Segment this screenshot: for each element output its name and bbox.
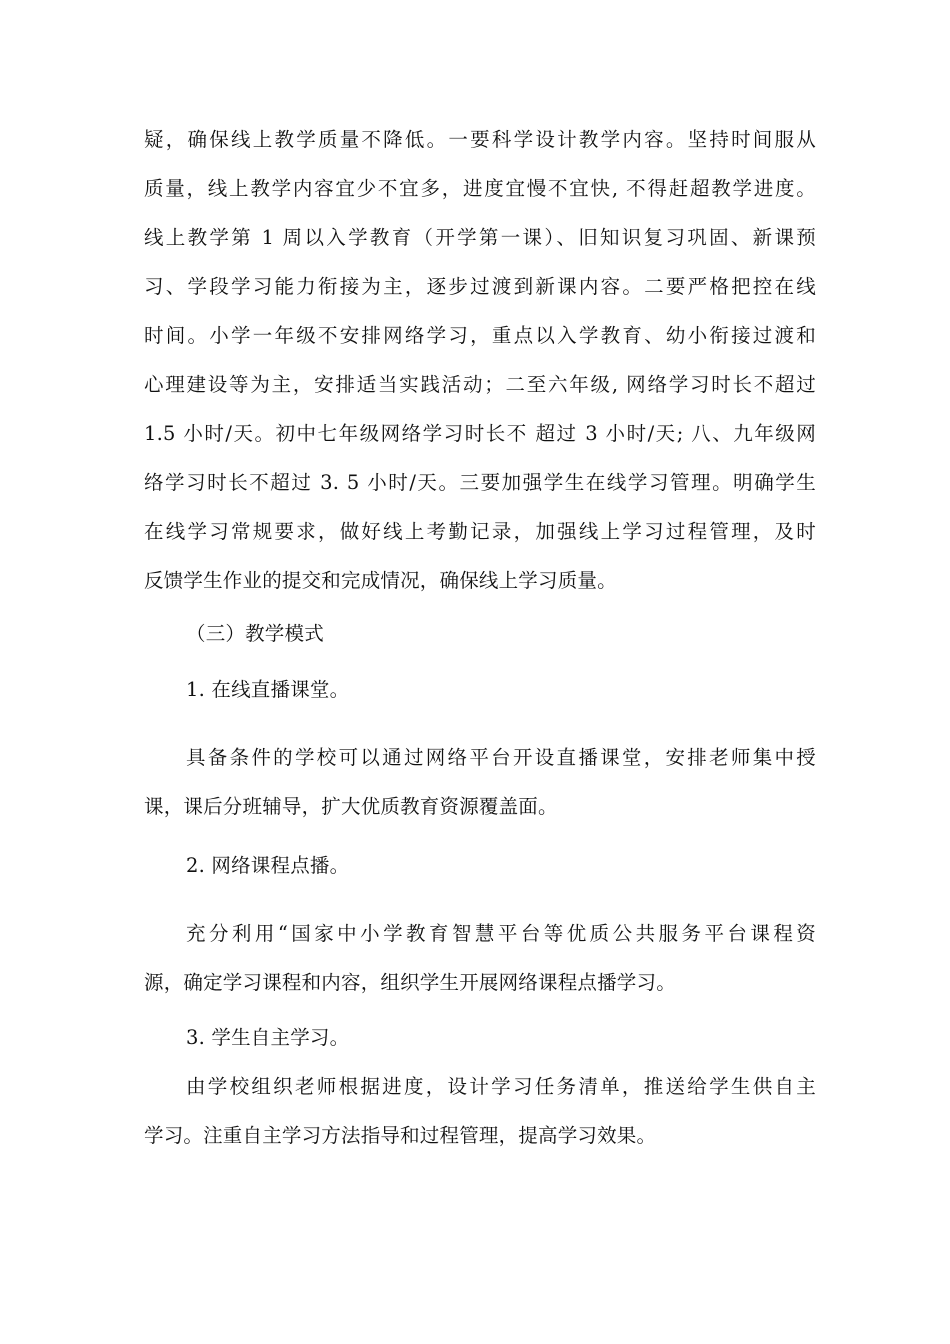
paragraph-line: 时间。小学一年级不安排网络学习，重点以入学教育、幼小衔接过渡和 bbox=[144, 324, 816, 347]
subheading-live-class: 1. 在线直播课堂。 bbox=[186, 678, 350, 701]
paragraph-line: 由学校组织老师根据进度，设计学习任务清单，推送给学生供自主 bbox=[186, 1075, 816, 1098]
paragraph-line: 习、学段学习能力衔接为主，逐步过渡到新课内容。二要严格把控在线 bbox=[144, 275, 816, 298]
paragraph-line: 质量，线上教学内容宜少不宜多，进度宜慢不宜快, 不得赶超教学进度。 bbox=[144, 177, 816, 200]
paragraph-line: 在线学习常规要求，做好线上考勤记录，加强线上学习过程管理，及时 bbox=[144, 520, 816, 543]
subheading-on-demand: 2. 网络课程点播。 bbox=[186, 854, 350, 877]
paragraph-line: 反馈学生作业的提交和完成情况，确保线上学习质量。 bbox=[144, 569, 617, 592]
paragraph-line: 络学习时长不超过 3. 5 小时/天。三要加强学生在线学习管理。明确学生 bbox=[144, 471, 816, 494]
paragraph-line: 源，确定学习课程和内容，组织学生开展网络课程点播学习。 bbox=[144, 971, 676, 994]
paragraph-line: 学习。注重自主学习方法指导和过程管理，提高学习效果。 bbox=[144, 1124, 657, 1147]
paragraph-line: 具备条件的学校可以通过网络平台开设直播课堂，安排老师集中授 bbox=[186, 746, 816, 769]
section-heading: （三）教学模式 bbox=[186, 622, 324, 645]
paragraph-line: 1.5 小时/天。初中七年级网络学习时长不 超过 3 小时/天; 八、九年级网 bbox=[144, 422, 816, 445]
paragraph-line: 疑，确保线上教学质量不降低。一要科学设计教学内容。坚持时间服从 bbox=[144, 128, 816, 151]
paragraph-line: 课，课后分班辅导，扩大优质教育资源覆盖面。 bbox=[144, 795, 558, 818]
paragraph-line: 心理建设等为主，安排适当实践活动；二至六年级, 网络学习时长不超过 bbox=[144, 373, 816, 396]
paragraph-line: 充分利用“国家中小学教育智慧平台等优质公共服务平台课程资 bbox=[186, 922, 816, 945]
paragraph-line: 线上教学第 1 周以入学教育（开学第一课）、旧知识复习巩固、新课预 bbox=[144, 226, 816, 249]
subheading-self-study: 3. 学生自主学习。 bbox=[186, 1026, 350, 1049]
